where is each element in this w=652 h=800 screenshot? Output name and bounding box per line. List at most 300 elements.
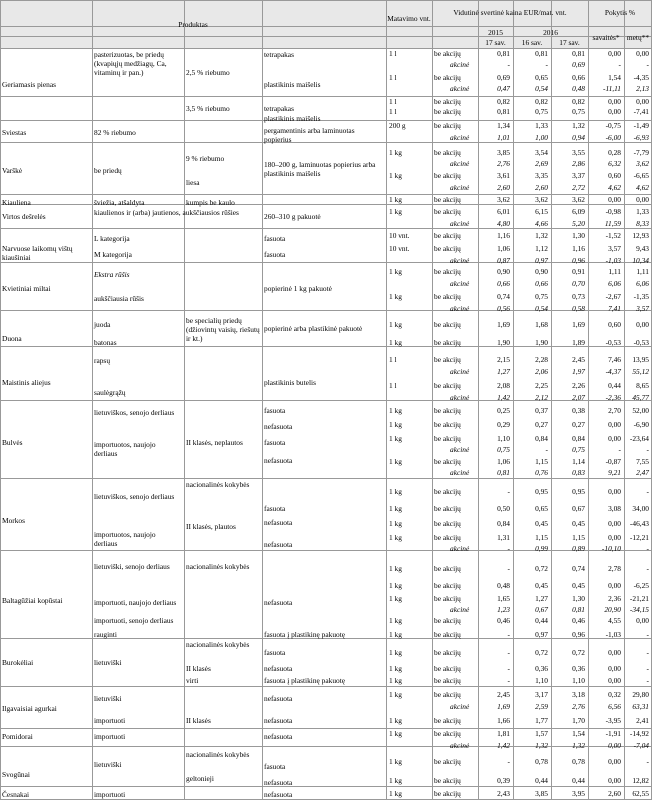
table-label-cell: 82 % riebumo bbox=[94, 128, 136, 137]
value-cell: 0,50 bbox=[497, 504, 510, 513]
value-cell: 0,66 bbox=[535, 279, 548, 288]
table-label-cell: be specialių priedų (džiovintų vaisių, riešutų ir kt.) bbox=[186, 316, 260, 343]
value-cell: 3,55 bbox=[572, 148, 585, 157]
unit-cell: 1 l bbox=[389, 73, 397, 82]
table-label-cell: šviežia, atšaldyta bbox=[94, 198, 145, 207]
value-cell: 0,00 bbox=[608, 107, 621, 116]
value-cell: 0,81 bbox=[497, 49, 510, 58]
value-cell: 1,27 bbox=[497, 367, 510, 376]
value-cell: 11,59 bbox=[604, 219, 621, 228]
value-cell: -4,37 bbox=[605, 367, 621, 376]
value-cell: 0,91 bbox=[572, 267, 585, 276]
unit-cell: 1 kg bbox=[389, 616, 402, 625]
value-cell: 1,33 bbox=[535, 121, 548, 130]
value-cell: - bbox=[545, 60, 548, 69]
value-cell: 0,60 bbox=[608, 320, 621, 329]
value-cell: 0,65 bbox=[535, 73, 548, 82]
unit-cell: 1 l bbox=[389, 107, 397, 116]
value-cell: - bbox=[646, 630, 649, 639]
value-cell: 0,00 bbox=[636, 195, 649, 204]
value-cell: - bbox=[507, 564, 510, 573]
value-cell: 0,47 bbox=[497, 84, 510, 93]
header-year-2016: 2016 bbox=[543, 28, 558, 37]
table-label-cell: aukščiausia rūšis bbox=[94, 294, 144, 303]
value-cell: 0,82 bbox=[497, 97, 510, 106]
value-cell: 3,17 bbox=[535, 690, 548, 699]
value-cell: - bbox=[507, 676, 510, 685]
value-cell: 3,18 bbox=[572, 690, 585, 699]
unit-cell: 1 kg bbox=[389, 148, 402, 157]
value-cell: 2,15 bbox=[497, 355, 510, 364]
table-label-cell: popierinė 1 kg pakuotė bbox=[264, 284, 332, 293]
value-cell: - bbox=[507, 648, 510, 657]
no-promo-label: be akcijų bbox=[434, 148, 461, 157]
table-label-cell: Virtos dešrelės bbox=[2, 212, 46, 221]
table-label-cell: fasuota bbox=[264, 406, 286, 415]
value-cell: 0,60 bbox=[608, 171, 621, 180]
table-label-cell: lietuviški bbox=[94, 658, 122, 667]
table-label-cell: 9 % riebumo bbox=[186, 154, 225, 163]
value-cell: 3,08 bbox=[608, 504, 621, 513]
table-label-cell: 3,5 % riebumo bbox=[186, 104, 230, 113]
value-cell: 0,89 bbox=[572, 544, 585, 553]
value-cell: -2,36 bbox=[605, 393, 621, 402]
no-promo-label: be akcijų bbox=[434, 73, 461, 82]
table-label-cell: lietuviški, senojo derliaus bbox=[94, 562, 170, 571]
value-cell: 0,90 bbox=[535, 267, 548, 276]
unit-cell: 1 kg bbox=[389, 690, 402, 699]
table-label-cell: nefasuota bbox=[264, 778, 293, 787]
table-label-cell: fasuota bbox=[264, 234, 286, 243]
value-cell: 1,66 bbox=[497, 716, 510, 725]
table-label-cell: Burokėliai bbox=[2, 658, 34, 667]
unit-cell: 1 kg bbox=[389, 338, 402, 347]
value-cell: 0,36 bbox=[572, 664, 585, 673]
value-cell: -6,00 bbox=[605, 133, 621, 142]
no-promo-label: be akcijų bbox=[434, 355, 461, 364]
table-label-cell: plastikinis maišelis bbox=[264, 80, 321, 89]
value-cell: 34,00 bbox=[632, 504, 649, 513]
no-promo-label: be akcijų bbox=[434, 789, 461, 798]
table-label-cell: be priedų bbox=[94, 166, 122, 175]
value-cell: 0,00 bbox=[636, 97, 649, 106]
value-cell: -0,53 bbox=[633, 338, 649, 347]
value-cell: - bbox=[646, 676, 649, 685]
value-cell: 2,45 bbox=[572, 355, 585, 364]
value-cell: -1,35 bbox=[633, 292, 649, 301]
value-cell: 0,75 bbox=[497, 445, 510, 454]
table-label-cell: II klasės bbox=[186, 716, 211, 725]
value-cell: 0,87 bbox=[497, 256, 510, 265]
value-cell: 4,80 bbox=[497, 219, 510, 228]
table-label-cell: popierinė arba plastikinė pakuotė bbox=[264, 324, 363, 333]
value-cell: 0,96 bbox=[572, 256, 585, 265]
value-cell: 55,12 bbox=[632, 367, 649, 376]
table-label-cell: nacionalinės kokybės bbox=[186, 750, 250, 759]
value-cell: 3,62 bbox=[572, 195, 585, 204]
value-cell: 0,00 bbox=[608, 487, 621, 496]
value-cell: 0,66 bbox=[497, 279, 510, 288]
unit-cell: 1 kg bbox=[389, 519, 402, 528]
unit-cell: 1 l bbox=[389, 49, 397, 58]
unit-cell: 1 kg bbox=[389, 776, 402, 785]
value-cell: 2,60 bbox=[535, 183, 548, 192]
value-cell: 0,75 bbox=[535, 107, 548, 116]
value-cell: - bbox=[646, 564, 649, 573]
value-cell: 0,29 bbox=[497, 420, 510, 429]
no-promo-label: be akcijų bbox=[434, 519, 461, 528]
value-cell: 1,81 bbox=[497, 729, 510, 738]
value-cell: 12,93 bbox=[632, 231, 649, 240]
value-cell: -46,43 bbox=[629, 519, 649, 528]
value-cell: 13,95 bbox=[632, 355, 649, 364]
value-cell: 0,00 bbox=[608, 420, 621, 429]
value-cell: 1,54 bbox=[572, 729, 585, 738]
value-cell: 0,44 bbox=[535, 616, 548, 625]
unit-cell: 1 kg bbox=[389, 564, 402, 573]
table-label-cell: pasterizuotas, be priedų (kvapiųjų medžiagų, Ca, vitaminų ir pan.) bbox=[94, 50, 167, 77]
value-cell: 1,77 bbox=[535, 716, 548, 725]
value-cell: -1,49 bbox=[633, 121, 649, 130]
value-cell: 0,74 bbox=[572, 564, 585, 573]
grid-horizontal-line bbox=[0, 0, 652, 1]
value-cell: 0,25 bbox=[497, 406, 510, 415]
table-label-cell: batonas bbox=[94, 338, 117, 347]
value-cell: 0,46 bbox=[572, 616, 585, 625]
value-cell: 0,45 bbox=[572, 519, 585, 528]
value-cell: - bbox=[646, 664, 649, 673]
unit-cell: 1 kg bbox=[389, 434, 402, 443]
value-cell: 2,43 bbox=[497, 789, 510, 798]
table-label-cell: liesa bbox=[186, 178, 200, 187]
no-promo-label: be akcijų bbox=[434, 338, 461, 347]
value-cell: 1,15 bbox=[572, 533, 585, 542]
value-cell: 0,99 bbox=[535, 544, 548, 553]
value-cell: 3,35 bbox=[535, 171, 548, 180]
value-cell: 0,36 bbox=[535, 664, 548, 673]
value-cell: 1,06 bbox=[497, 457, 510, 466]
value-cell: 0,00 bbox=[608, 757, 621, 766]
value-cell: 1,16 bbox=[572, 244, 585, 253]
table-label-cell: nacionalinės kokybės bbox=[186, 640, 250, 649]
table-label-cell: nefasuota bbox=[264, 540, 293, 549]
value-cell: -6,93 bbox=[633, 133, 649, 142]
value-cell: 0,83 bbox=[572, 468, 585, 477]
unit-cell: 1 kg bbox=[389, 664, 402, 673]
no-promo-label: be akcijų bbox=[434, 292, 461, 301]
value-cell: 0,48 bbox=[497, 581, 510, 590]
value-cell: -0,98 bbox=[605, 207, 621, 216]
value-cell: 0,75 bbox=[535, 292, 548, 301]
grid-horizontal-line bbox=[0, 228, 652, 229]
table-label-cell: Pomidorai bbox=[2, 732, 33, 741]
value-cell: -4,35 bbox=[633, 73, 649, 82]
value-cell: 1,12 bbox=[535, 244, 548, 253]
value-cell: 1,06 bbox=[497, 244, 510, 253]
value-cell: 0,84 bbox=[535, 434, 548, 443]
value-cell: 10,34 bbox=[632, 256, 649, 265]
value-cell: -10,10 bbox=[601, 544, 621, 553]
value-cell: 2,25 bbox=[535, 381, 548, 390]
value-cell: -23,64 bbox=[629, 434, 649, 443]
value-cell: 2,72 bbox=[572, 183, 585, 192]
value-cell: 0,82 bbox=[535, 97, 548, 106]
value-cell: 0,75 bbox=[572, 107, 585, 116]
unit-cell: 1 kg bbox=[389, 594, 402, 603]
no-promo-label: be akcijų bbox=[434, 594, 461, 603]
value-cell: 1,68 bbox=[535, 320, 548, 329]
value-cell: 1,14 bbox=[572, 457, 585, 466]
value-cell: 0,56 bbox=[497, 304, 510, 313]
value-cell: - bbox=[646, 60, 649, 69]
no-promo-label: be akcijų bbox=[434, 320, 461, 329]
unit-cell: 1 kg bbox=[389, 171, 402, 180]
unit-cell: 1 kg bbox=[389, 420, 402, 429]
value-cell: 0,76 bbox=[535, 468, 548, 477]
value-cell: 1,01 bbox=[497, 133, 510, 142]
value-cell: 1,42 bbox=[497, 741, 510, 750]
value-cell: 4,62 bbox=[636, 183, 649, 192]
value-cell: - bbox=[646, 757, 649, 766]
table-label-cell: nefasuota bbox=[264, 422, 293, 431]
unit-cell: 1 kg bbox=[389, 207, 402, 216]
promo-label: akcinė bbox=[450, 445, 470, 454]
value-cell: - bbox=[507, 757, 510, 766]
table-label-cell: kiaulienos ir (arba) jautienos, aukščiausios rūšies bbox=[94, 208, 239, 217]
no-promo-label: be akcijų bbox=[434, 171, 461, 180]
value-cell: 3,85 bbox=[535, 789, 548, 798]
no-promo-label: be akcijų bbox=[434, 381, 461, 390]
value-cell: 0,00 bbox=[608, 195, 621, 204]
grid-horizontal-line bbox=[0, 478, 652, 479]
promo-label: akcinė bbox=[450, 741, 470, 750]
value-cell: 4,66 bbox=[535, 219, 548, 228]
value-cell: -12,21 bbox=[629, 533, 649, 542]
promo-label: akcinė bbox=[450, 84, 470, 93]
table-label-cell: fasuota į plastikinę pakuotę bbox=[264, 630, 346, 639]
value-cell: 2,78 bbox=[608, 564, 621, 573]
value-cell: - bbox=[646, 648, 649, 657]
table-label-cell: Ekstra rūšis bbox=[94, 270, 130, 279]
unit-cell: 1 kg bbox=[389, 267, 402, 276]
table-label-cell: tetrapakas bbox=[264, 104, 294, 113]
table-label-cell: nefasuota bbox=[264, 732, 293, 741]
table-label-cell: importuoti, senojo derliaus bbox=[94, 616, 174, 625]
promo-label: akcinė bbox=[450, 256, 470, 265]
value-cell: 2,59 bbox=[535, 702, 548, 711]
no-promo-label: be akcijų bbox=[434, 487, 461, 496]
promo-label: akcinė bbox=[450, 219, 470, 228]
value-cell: 1,11 bbox=[608, 267, 621, 276]
table-label-cell: Kiauliena bbox=[2, 198, 31, 207]
value-cell: 1,11 bbox=[636, 267, 649, 276]
no-promo-label: be akcijų bbox=[434, 581, 461, 590]
value-cell: 1,90 bbox=[535, 338, 548, 347]
value-cell: 0,44 bbox=[535, 776, 548, 785]
unit-cell: 1 kg bbox=[389, 487, 402, 496]
value-cell: 0,96 bbox=[572, 630, 585, 639]
value-cell: 0,45 bbox=[572, 581, 585, 590]
promo-label: akcinė bbox=[450, 133, 470, 142]
value-cell: 4,55 bbox=[608, 616, 621, 625]
value-cell: 0,78 bbox=[572, 757, 585, 766]
table-label-cell: nacionalinės kokybės bbox=[186, 562, 250, 571]
no-promo-label: be akcijų bbox=[434, 121, 461, 130]
value-cell: 2,47 bbox=[636, 468, 649, 477]
value-cell: 0,00 bbox=[636, 49, 649, 58]
promo-label: akcinė bbox=[450, 393, 470, 402]
table-label-cell: nacionalinės kokybės bbox=[186, 480, 250, 489]
table-label-cell: Ilgavaisiai agurkai bbox=[2, 704, 57, 713]
no-promo-label: be akcijų bbox=[434, 716, 461, 725]
table-label-cell: tetrapakas bbox=[264, 50, 294, 59]
table-label-cell: juoda bbox=[94, 320, 111, 329]
value-cell: 0,72 bbox=[572, 648, 585, 657]
value-cell: 2,08 bbox=[497, 381, 510, 390]
unit-cell: 1 l bbox=[389, 355, 397, 364]
table-label-cell: Varškė bbox=[2, 166, 23, 175]
value-cell: 1,69 bbox=[497, 320, 510, 329]
table-label-cell: nefasuota bbox=[264, 456, 293, 465]
value-cell: 8,33 bbox=[636, 219, 649, 228]
value-cell: 0,00 bbox=[608, 676, 621, 685]
value-cell: 1,90 bbox=[497, 338, 510, 347]
value-cell: 0,81 bbox=[497, 107, 510, 116]
unit-cell: 1 kg bbox=[389, 457, 402, 466]
promo-label: akcinė bbox=[450, 367, 470, 376]
value-cell: 1,15 bbox=[535, 457, 548, 466]
table-label-cell: plastikinis butelis bbox=[264, 378, 316, 387]
value-cell: -2,67 bbox=[605, 292, 621, 301]
value-cell: 0,28 bbox=[608, 148, 621, 157]
value-cell: 2,86 bbox=[572, 159, 585, 168]
value-cell: 0,81 bbox=[572, 49, 585, 58]
grid-horizontal-line bbox=[0, 686, 652, 687]
value-cell: 0,78 bbox=[535, 757, 548, 766]
value-cell: -6,25 bbox=[633, 581, 649, 590]
grid-horizontal-line bbox=[0, 786, 652, 787]
value-cell: 1,97 bbox=[572, 367, 585, 376]
value-cell: 1,69 bbox=[497, 702, 510, 711]
header-week-17-2016: 17 sav. bbox=[559, 38, 580, 47]
no-promo-label: be akcijų bbox=[434, 244, 461, 253]
table-label-cell: Morkos bbox=[2, 516, 25, 525]
value-cell: - bbox=[618, 60, 621, 69]
table-label-cell: plastikinis maišelis bbox=[264, 114, 321, 123]
value-cell: 0,66 bbox=[572, 73, 585, 82]
unit-cell: 1 kg bbox=[389, 789, 402, 798]
value-cell: - bbox=[545, 445, 548, 454]
value-cell: 3,62 bbox=[497, 195, 510, 204]
value-cell: 1,54 bbox=[608, 73, 621, 82]
value-cell: 2,60 bbox=[608, 789, 621, 798]
value-cell: 9,21 bbox=[608, 468, 621, 477]
value-cell: 0,00 bbox=[608, 648, 621, 657]
unit-cell: 1 kg bbox=[389, 504, 402, 513]
table-label-cell: 260–310 g pakuotė bbox=[264, 212, 321, 221]
value-cell: 2,70 bbox=[608, 406, 621, 415]
header-yearly-change: metų** bbox=[626, 33, 650, 42]
value-cell: - bbox=[646, 487, 649, 496]
value-cell: 1,31 bbox=[497, 533, 510, 542]
value-cell: -0,53 bbox=[605, 338, 621, 347]
value-cell: 1,10 bbox=[535, 676, 548, 685]
value-cell: - bbox=[646, 544, 649, 553]
value-cell: 0,90 bbox=[497, 267, 510, 276]
promo-label: akcinė bbox=[450, 544, 470, 553]
value-cell: 7,41 bbox=[608, 304, 621, 313]
value-cell: -21,21 bbox=[629, 594, 649, 603]
unit-cell: 1 kg bbox=[389, 292, 402, 301]
promo-label: akcinė bbox=[450, 702, 470, 711]
table-label-cell: lietuviškos, senojo derliaus bbox=[94, 492, 175, 501]
value-cell: 7,55 bbox=[636, 457, 649, 466]
value-cell: 0,44 bbox=[608, 381, 621, 390]
table-label-cell: Geriamasis pienas bbox=[2, 80, 56, 89]
value-cell: 1,23 bbox=[497, 605, 510, 614]
value-cell: 1,10 bbox=[572, 676, 585, 685]
value-cell: 1,70 bbox=[572, 716, 585, 725]
value-cell: 1,32 bbox=[535, 231, 548, 240]
no-promo-label: be akcijų bbox=[434, 664, 461, 673]
value-cell: 0,00 bbox=[608, 97, 621, 106]
table-label-cell: II klasės, plautos bbox=[186, 522, 236, 531]
value-cell: 1,00 bbox=[535, 133, 548, 142]
table-label-cell: Maistinis aliejus bbox=[2, 378, 51, 387]
unit-cell: 1 kg bbox=[389, 676, 402, 685]
promo-label: akcinė bbox=[450, 159, 470, 168]
value-cell: 0,97 bbox=[535, 256, 548, 265]
no-promo-label: be akcijų bbox=[434, 533, 461, 542]
value-cell: 1,42 bbox=[497, 393, 510, 402]
value-cell: 3,37 bbox=[572, 171, 585, 180]
value-cell: 0,84 bbox=[497, 519, 510, 528]
value-cell: 1,89 bbox=[572, 338, 585, 347]
table-label-cell: nefasuota bbox=[264, 716, 293, 725]
table-label-cell: L kategorija bbox=[94, 234, 130, 243]
table-label-cell: nefasuota bbox=[264, 694, 293, 703]
table-label-cell: Kvietiniai miltai bbox=[2, 284, 51, 293]
value-cell: 0,00 bbox=[636, 616, 649, 625]
table-label-cell: M kategorija bbox=[94, 250, 132, 259]
table-label-cell: fasuota bbox=[264, 250, 286, 259]
value-cell: 2,69 bbox=[535, 159, 548, 168]
no-promo-label: be akcijų bbox=[434, 406, 461, 415]
value-cell: -0,75 bbox=[605, 121, 621, 130]
table-label-cell: 2,5 % riebumo bbox=[186, 68, 230, 77]
table-label-cell: geltonieji bbox=[186, 774, 214, 783]
value-cell: 6,01 bbox=[497, 207, 510, 216]
table-label-cell: nefasuota bbox=[264, 518, 293, 527]
value-cell: 29,80 bbox=[632, 690, 649, 699]
value-cell: 0,81 bbox=[535, 49, 548, 58]
no-promo-label: be akcijų bbox=[434, 231, 461, 240]
value-cell: 0,65 bbox=[535, 504, 548, 513]
value-cell: 0,39 bbox=[497, 776, 510, 785]
value-cell: 0,73 bbox=[572, 292, 585, 301]
table-label-cell: importuotos, naujojo derliaus bbox=[94, 440, 156, 458]
table-label-cell: fasuota bbox=[264, 762, 286, 771]
table-label-cell: importuoti bbox=[94, 716, 126, 725]
table-label-cell: pergamentinis arba laminuotas popierius bbox=[264, 126, 355, 144]
value-cell: 0,94 bbox=[572, 133, 585, 142]
value-cell: -14,92 bbox=[629, 729, 649, 738]
value-cell: - bbox=[646, 445, 649, 454]
value-cell: 2,45 bbox=[497, 690, 510, 699]
table-label-cell: Baltagūžiai kopūstai bbox=[2, 596, 63, 605]
value-cell: 8,65 bbox=[636, 381, 649, 390]
no-promo-label: be akcijų bbox=[434, 648, 461, 657]
